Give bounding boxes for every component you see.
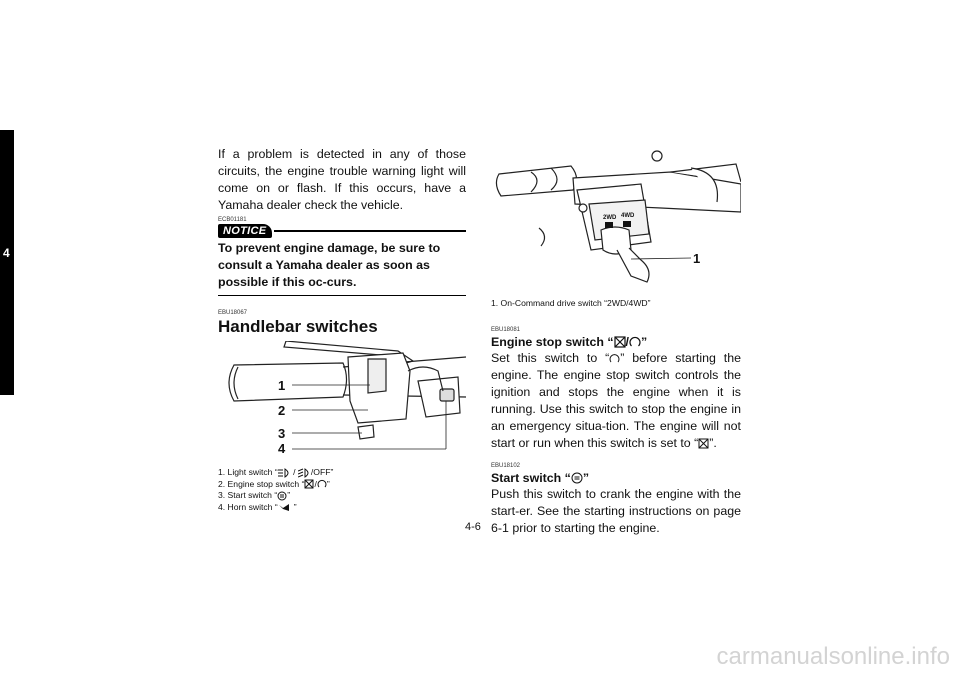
notice-code: ECB01181: [218, 217, 247, 223]
engine-stop-code: EBU18081: [491, 326, 521, 333]
caption-4-prefix: 4. Horn switch “: [218, 501, 278, 512]
engine-stop-title: Engine stop switch “ / ”: [491, 334, 648, 349]
figure-callout-1: 1: [278, 378, 286, 393]
section-title: Handlebar switches: [218, 317, 378, 336]
engine-run-icon: [317, 479, 327, 489]
figure-captions: [218, 467, 466, 513]
engine-run-icon: [609, 353, 620, 364]
figure-callout-4: 4: [278, 441, 286, 456]
watermark: carmanualsonline.info: [716, 643, 950, 670]
engine-stop-text-b: ” before starting the engine. The engine stop switch controls the ignition and stops the engine when it is running. Use this switch to stop the engine in an emergency situa-tion. The engine will not start or run when this switch is set to “: [491, 350, 741, 450]
figure-callout-drive: 1: [693, 251, 701, 266]
section-code: EBU18067: [218, 310, 248, 316]
caption-1-suffix: /OFF”: [310, 467, 334, 477]
start-icon: [277, 491, 287, 501]
start-switch-title-suffix: ”: [582, 470, 590, 485]
caption-1-prefix: 1. Light switch “: [218, 467, 278, 477]
engine-off-icon: [614, 336, 626, 348]
caption-4-suffix: ”: [293, 501, 297, 512]
caption-horn-switch: [218, 502, 466, 514]
notice-header: [218, 224, 466, 238]
figure-callout-3: 3: [278, 426, 286, 441]
engine-off-icon: [698, 438, 709, 449]
drive-switch-caption: 1. On-Command drive switch “2WD/4WD”: [491, 298, 651, 308]
caption-3-prefix: 3. Start switch “: [218, 490, 278, 500]
notice-rule: [274, 230, 466, 232]
left-column: [218, 146, 466, 513]
caption-3-suffix: ”: [287, 490, 291, 500]
chapter-tab: [0, 130, 14, 395]
handlebar-illustration: [218, 341, 466, 471]
caption-light-switch: 1. Light switch “ / /OFF”: [218, 467, 334, 477]
start-switch-paragraph: Push this switch to crank the engine with the start-er. See the starting instructions on page 6-1 prior to starting the engine.: [491, 486, 741, 535]
engine-stop-title-suffix: ”: [641, 334, 648, 349]
engine-off-icon: [304, 479, 314, 489]
chapter-tab-label: 4: [3, 246, 10, 260]
right-column: [491, 150, 741, 537]
caption-start-switch: [218, 490, 466, 502]
figure-label-2wd: 2WD: [603, 215, 617, 221]
start-switch-title: [491, 470, 741, 486]
caption-2-prefix: 2. Engine stop switch “: [218, 478, 305, 489]
notice-badge: NOTICE: [218, 224, 272, 238]
start-icon: [571, 472, 583, 484]
page-number: 4-6: [465, 521, 481, 533]
notice-end-rule: [218, 295, 466, 296]
figure-label-4wd: 4WD: [621, 213, 635, 219]
engine-stop-title-prefix: Engine stop switch “: [491, 334, 614, 349]
drive-switch-figure: [491, 150, 741, 290]
engine-stop-text-c: ”.: [709, 435, 717, 450]
engine-run-icon: [629, 336, 641, 348]
handlebar-switch-figure: [218, 341, 466, 471]
intro-paragraph: If a problem is detected in any of those circuits, the engine trouble warning light will come on or flash. If this occurs, have a Yamaha dealer check the vehicle.: [218, 147, 466, 212]
drive-switch-illustration: [491, 150, 741, 290]
caption-2-suffix: ”: [326, 478, 330, 489]
notice-text: To prevent engine damage, be sure to consult a Yamaha dealer as soon as possible if this oc-curs.: [218, 241, 441, 289]
caption-engine-stop-switch: 2. Engine stop switch “ / ”: [218, 478, 330, 489]
engine-stop-paragraph: [491, 350, 741, 452]
engine-stop-text-a: Set this switch to “: [491, 350, 610, 365]
figure-callout-2: 2: [278, 403, 286, 418]
start-switch-code: EBU18102: [491, 462, 521, 469]
horn-icon: [278, 503, 294, 512]
start-switch-title-prefix: Start switch “: [491, 470, 571, 485]
